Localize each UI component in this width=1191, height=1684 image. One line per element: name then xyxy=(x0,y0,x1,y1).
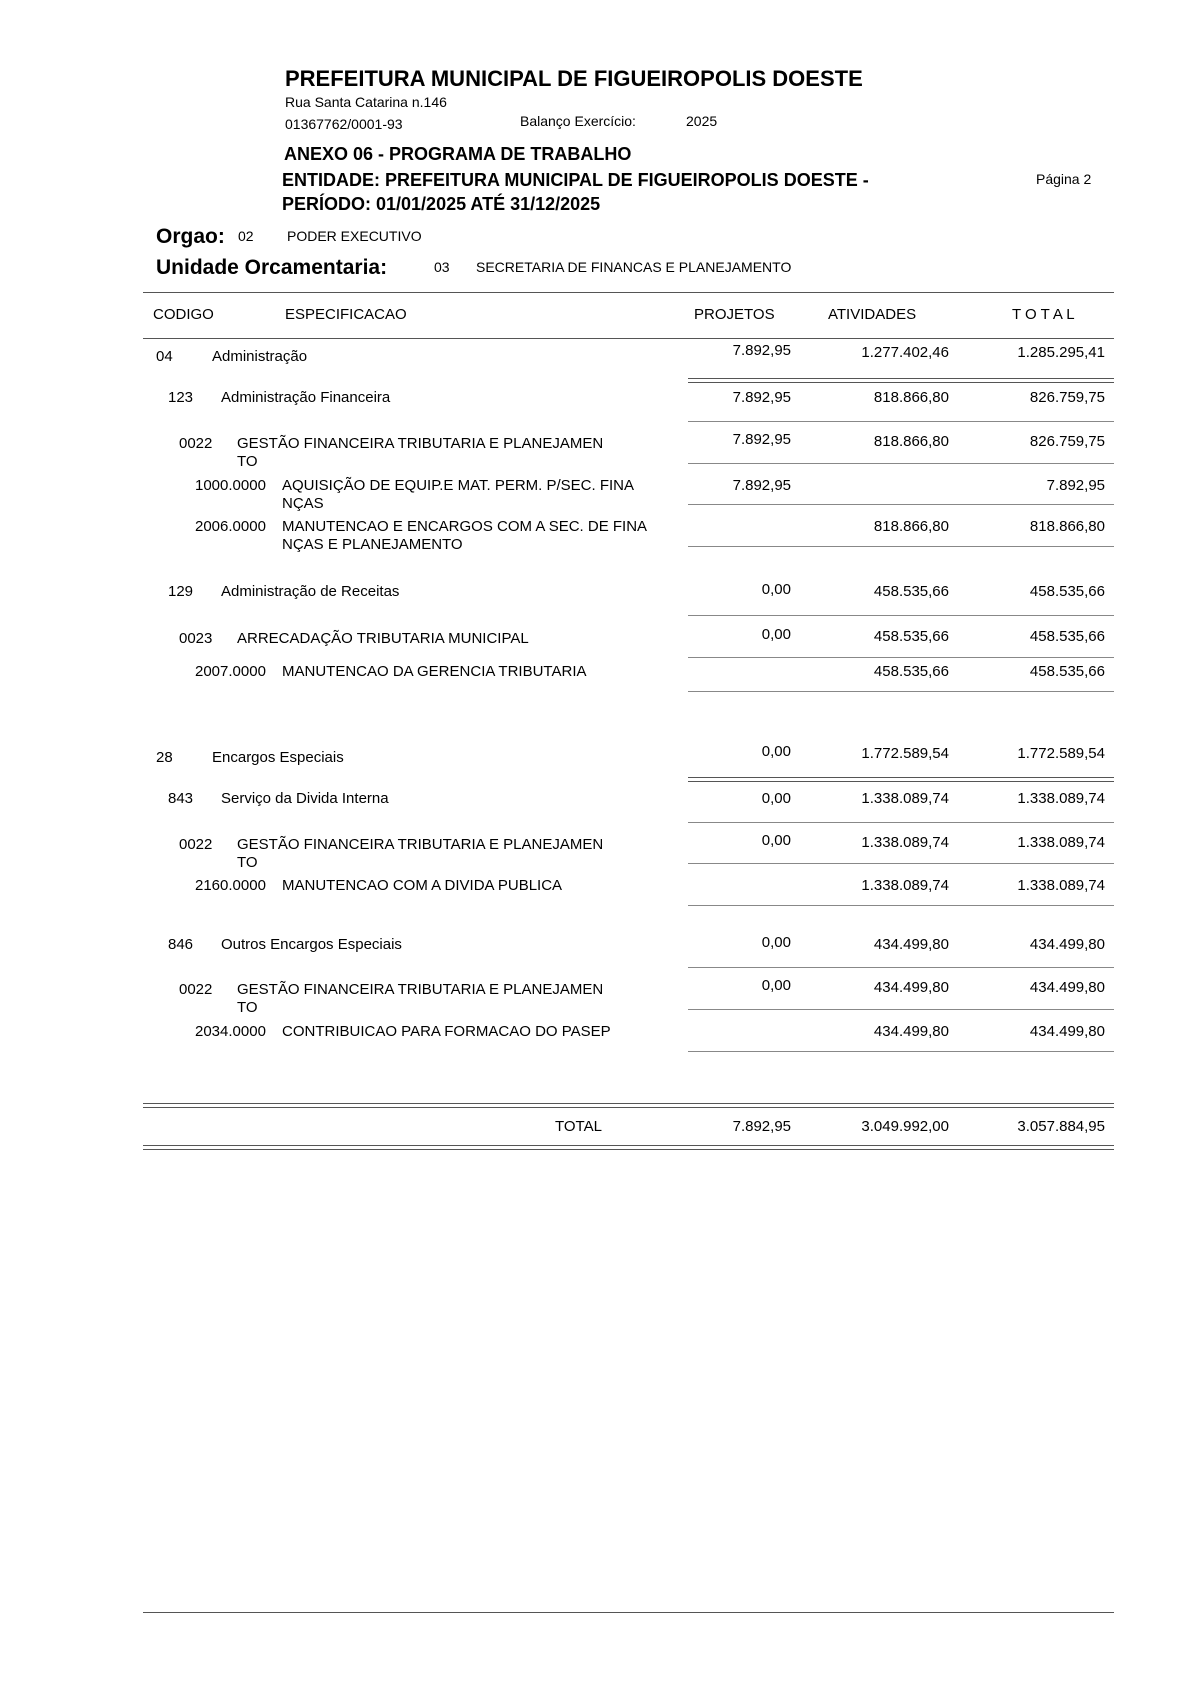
row-code: 2034.0000 xyxy=(195,1023,266,1040)
row-projetos: 0,00 xyxy=(761,832,791,849)
row-code: 0023 xyxy=(179,630,213,647)
orgao-code: 02 xyxy=(238,228,254,244)
row-rule xyxy=(688,504,1114,505)
row-atividades: 434.499,80 xyxy=(873,936,949,953)
col-especificacao: ESPECIFICACAO xyxy=(285,306,407,323)
row-description: Outros Encargos Especiais xyxy=(221,936,402,953)
row-code: 123 xyxy=(168,389,194,406)
row-atividades: 458.535,66 xyxy=(873,628,949,645)
row-atividades: 1.338.089,74 xyxy=(861,877,949,894)
unidade-name: SECRETARIA DE FINANCAS E PLANEJAMENTO xyxy=(476,259,792,275)
row-total: 1.338.089,74 xyxy=(1017,834,1105,851)
row-description: Serviço da Divida Interna xyxy=(221,790,389,807)
row-total: 7.892,95 xyxy=(1046,477,1105,494)
table-top-rule xyxy=(143,292,1114,293)
municipality-title: PREFEITURA MUNICIPAL DE FIGUEIROPOLIS DOESTE xyxy=(285,66,863,91)
row-code: 129 xyxy=(168,583,194,600)
row-description-cont: NÇAS xyxy=(282,495,324,512)
row-total: 458.535,66 xyxy=(1029,663,1105,680)
row-rule xyxy=(688,657,1114,658)
row-rule xyxy=(688,1051,1114,1052)
col-projetos: PROJETOS xyxy=(694,306,775,323)
row-total: 826.759,75 xyxy=(1029,433,1105,450)
row-total: 826.759,75 xyxy=(1029,389,1105,406)
row-description: Administração xyxy=(212,348,308,365)
row-rule xyxy=(688,905,1114,906)
row-atividades: 434.499,80 xyxy=(873,979,949,996)
total-atividades: 3.049.992,00 xyxy=(861,1118,949,1135)
row-atividades: 434.499,80 xyxy=(873,1023,949,1040)
row-code: 2007.0000 xyxy=(195,663,266,680)
row-projetos: 0,00 xyxy=(761,626,791,643)
row-atividades: 818.866,80 xyxy=(873,518,949,535)
row-atividades: 458.535,66 xyxy=(873,583,949,600)
row-projetos: 7.892,95 xyxy=(732,342,791,359)
row-description-cont: TO xyxy=(237,999,258,1016)
col-atividades: ATIVIDADES xyxy=(828,306,917,323)
row-total: 1.338.089,74 xyxy=(1017,877,1105,894)
row-description: CONTRIBUICAO PARA FORMACAO DO PASEP xyxy=(282,1023,611,1040)
row-description: MANUTENCAO DA GERENCIA TRIBUTARIA xyxy=(282,663,587,680)
row-total: 1.285.295,41 xyxy=(1017,344,1105,361)
row-projetos: 7.892,95 xyxy=(732,389,791,406)
row-code: 0022 xyxy=(179,435,213,452)
col-codigo: CODIGO xyxy=(153,306,214,323)
row-total: 458.535,66 xyxy=(1029,628,1105,645)
row-description-cont: TO xyxy=(237,453,258,470)
exercicio-label: Balanço Exercício: xyxy=(520,113,636,129)
row-rule xyxy=(688,378,1114,383)
row-atividades: 1.338.089,74 xyxy=(861,790,949,807)
row-rule xyxy=(688,1009,1114,1010)
entidade: ENTIDADE: PREFEITURA MUNICIPAL DE FIGUEIROPOLIS DOESTE - xyxy=(282,170,869,190)
row-total: 434.499,80 xyxy=(1029,979,1105,996)
row-description: GESTÃO FINANCEIRA TRIBUTARIA E PLANEJAMEN xyxy=(237,836,604,853)
row-rule xyxy=(688,546,1114,547)
row-rule xyxy=(688,863,1114,864)
row-rule xyxy=(688,777,1114,782)
row-description: Encargos Especiais xyxy=(212,749,344,766)
row-description: Administração Financeira xyxy=(221,389,391,406)
row-description: ARRECADAÇÃO TRIBUTARIA MUNICIPAL xyxy=(237,630,529,647)
total-total: 3.057.884,95 xyxy=(1017,1118,1105,1135)
row-code: 0022 xyxy=(179,836,213,853)
row-code: 1000.0000 xyxy=(195,477,266,494)
row-code: 0022 xyxy=(179,981,213,998)
orgao-label: Orgao: xyxy=(156,225,225,248)
row-projetos: 7.892,95 xyxy=(732,477,791,494)
row-projetos: 0,00 xyxy=(761,743,791,760)
row-rule xyxy=(688,691,1114,692)
row-atividades: 1.338.089,74 xyxy=(861,834,949,851)
row-atividades: 1.277.402,46 xyxy=(861,344,949,361)
orgao-name: PODER EXECUTIVO xyxy=(287,228,422,244)
row-projetos: 0,00 xyxy=(761,977,791,994)
address: Rua Santa Catarina n.146 xyxy=(285,94,447,110)
row-code: 28 xyxy=(156,749,173,766)
exercicio-value: 2025 xyxy=(686,113,718,129)
row-atividades: 818.866,80 xyxy=(873,389,949,406)
anexo-title: ANEXO 06 - PROGRAMA DE TRABALHO xyxy=(284,144,632,164)
row-projetos: 0,00 xyxy=(761,790,791,807)
unidade-code: 03 xyxy=(434,259,450,275)
row-code: 04 xyxy=(156,348,173,365)
row-rule xyxy=(688,463,1114,464)
row-code: 2160.0000 xyxy=(195,877,266,894)
row-atividades: 458.535,66 xyxy=(873,663,949,680)
row-description: MANUTENCAO COM A DIVIDA PUBLICA xyxy=(282,877,563,894)
cnpj: 01367762/0001-93 xyxy=(285,116,403,132)
row-rule xyxy=(688,421,1114,422)
row-description: GESTÃO FINANCEIRA TRIBUTARIA E PLANEJAMEN xyxy=(237,435,604,452)
page-number: Página 2 xyxy=(1036,171,1092,187)
row-total: 1.338.089,74 xyxy=(1017,790,1105,807)
row-description: GESTÃO FINANCEIRA TRIBUTARIA E PLANEJAMEN xyxy=(237,981,604,998)
row-atividades: 818.866,80 xyxy=(873,433,949,450)
row-code: 846 xyxy=(168,936,194,953)
row-rule xyxy=(688,615,1114,616)
row-total: 1.772.589,54 xyxy=(1017,745,1105,762)
periodo: PERÍODO: 01/01/2025 ATÉ 31/12/2025 xyxy=(282,194,601,214)
row-description: MANUTENCAO E ENCARGOS COM A SEC. DE FINA xyxy=(282,518,648,535)
footer-rule xyxy=(143,1612,1114,1613)
row-total: 458.535,66 xyxy=(1029,583,1105,600)
total-bottom-rule xyxy=(143,1145,1114,1150)
table-header-rule xyxy=(143,338,1114,339)
row-code: 2006.0000 xyxy=(195,518,266,535)
row-projetos: 0,00 xyxy=(761,581,791,598)
row-code: 843 xyxy=(168,790,194,807)
row-description: AQUISIÇÃO DE EQUIP.E MAT. PERM. P/SEC. FINA xyxy=(282,477,635,494)
row-description-cont: TO xyxy=(237,854,258,871)
row-atividades: 1.772.589,54 xyxy=(861,745,949,762)
total-projetos: 7.892,95 xyxy=(732,1118,791,1135)
unidade-label: Unidade Orcamentaria: xyxy=(156,256,388,279)
total-label: TOTAL xyxy=(555,1118,602,1135)
row-total: 818.866,80 xyxy=(1029,518,1105,535)
row-description: Administração de Receitas xyxy=(221,583,400,600)
total-top-rule xyxy=(143,1103,1114,1108)
col-total: T O T A L xyxy=(1012,306,1075,323)
row-rule xyxy=(688,967,1114,968)
row-total: 434.499,80 xyxy=(1029,1023,1105,1040)
row-description-cont: NÇAS E PLANEJAMENTO xyxy=(282,536,463,553)
row-total: 434.499,80 xyxy=(1029,936,1105,953)
row-projetos: 7.892,95 xyxy=(732,431,791,448)
row-rule xyxy=(688,822,1114,823)
row-projetos: 0,00 xyxy=(761,934,791,951)
